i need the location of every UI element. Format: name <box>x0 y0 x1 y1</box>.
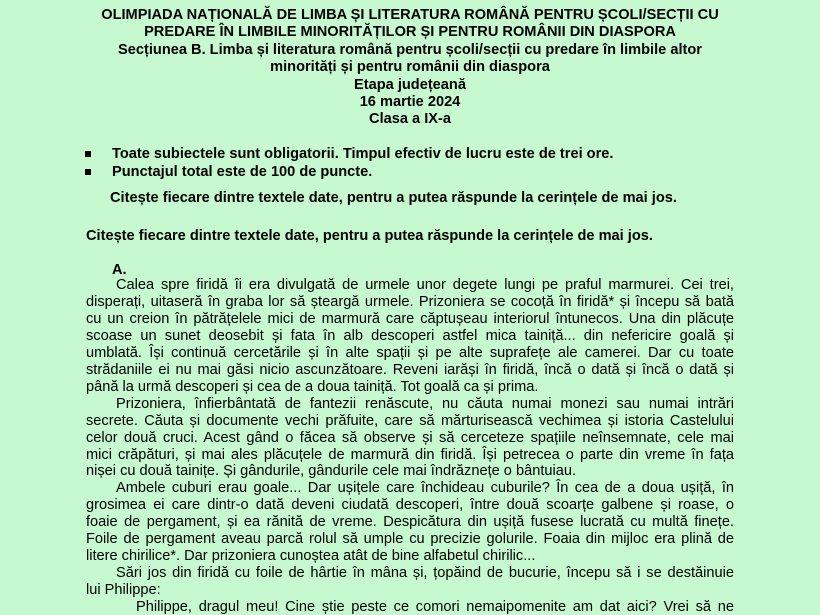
olympiad-title-line-1: OLIMPIADA NAȚIONALĂ DE LIMBA ȘI LITERATURA ROMÂNĂ PENTRU ȘCOLI/SECȚII CU <box>101 7 719 23</box>
rule-text: Punctajul total este de 100 de puncte. <box>112 163 373 180</box>
exam-rules-list <box>112 146 613 181</box>
exam-stage: Etapa județeană <box>354 76 466 93</box>
text-line: secrete. Căuta și documente vechi prăfuite, care să mărturisească vechimea și istoria Castelului <box>86 412 734 429</box>
square-bullet-icon <box>85 151 91 157</box>
text-line: Philippe, dragul meu! Cine știe peste ce comori nemaipomenite am dat aici? Vrei să ne <box>136 599 734 615</box>
section-title-line-1: Secțiunea B. Limba și literatura română pentru școli/secții cu predare în limbile altor <box>118 41 702 58</box>
rule-text: Toate subiectele sunt obligatorii. Timpul efectiv de lucru este de trei ore. <box>112 146 614 162</box>
text-line: foaie de pergament, și ea rănită de vreme. Despicătura din ușiță fusese lucrată cu multă finețe. <box>86 514 734 531</box>
exam-date: 16 martie 2024 <box>359 94 461 111</box>
text-line: scoase un sunet deosebit și fata în alb descoperi astfel mica tainiță... din nefericire goală și <box>86 327 734 344</box>
text-line: Foile de pergament aveau parcă rolul să umple cu precizie golurile. Foaia din mijloc era plină de <box>86 531 734 548</box>
rule-item <box>112 146 613 164</box>
text-line: strădaniile ei nu mai găsi nicio ascunzătoare. Reveni iarăși în firidă, încă o dată și încă o dată și <box>86 361 734 378</box>
exam-grade: Clasa a IX-a <box>369 111 451 128</box>
text-line: Ambele cuburi erau goale... Dar ușițele care închideau cuburile? În cea de a doua ușiță, în <box>116 480 734 497</box>
instruction-indented: Citește fiecare dintre textele date, pentru a putea răspunde la cerințele de mai jos. <box>110 190 677 206</box>
text-line: nișei cu două tainițe. Și gândurile, gândurile cele mai îndrăznețe o bântuiau. <box>86 463 577 480</box>
rule-item <box>112 164 613 182</box>
text-line: cu un creion în pătrățelele mici de marmură care căptușeau interiorul întunecos. Una din plăcuțe <box>86 310 734 327</box>
text-line: umblată. Își continuă cercetările și în alte spații și pe alte suprafețe ale camerei. Dar cu toate <box>86 344 734 361</box>
text-line: grosimea ei care dintr-o dată deveni ciudată descoperi, între două scoarțe galbene și roase, o <box>86 497 734 514</box>
instruction-repeated: Citește fiecare dintre textele date, pentru a putea răspunde la cerințele de mai jos. <box>86 228 653 244</box>
text-line: disperați, uitaseră în graba lor să șteargă urmele. Prizoniera se cocoță în firidă* și începu să bată <box>86 293 734 310</box>
text-line: până la urmă descoperi și cea de a doua tainiță. Tot goală ca și prima. <box>86 378 539 395</box>
text-line: Calea spre firidă îi era divulgată de urmele unor degete lungi pe praful marmurei. Cei trei, <box>116 277 734 293</box>
text-line: mici crăpături, și mai ales plăcuțele de marmură din firidă. Își petrecea o parte din vreme în fața <box>86 446 734 463</box>
text-line: Sări jos din firidă cu foile de hârtie în mâna și, țopăind de bucurie, începu să i se destăinuie <box>116 565 734 582</box>
section-title-line-2: minorități și pentru românii din diaspora <box>270 59 550 76</box>
text-line: Prizoniera, înfierbântată de fantezii renăscute, nu căuta numai monezi sau numai intrări <box>116 395 734 412</box>
text-line: celor două cruci. Acest gând o făcea să observe și să cerceteze spațiile neînsemnate, cele mai <box>86 429 734 446</box>
literary-text-excerpt <box>86 277 734 615</box>
square-bullet-icon <box>85 169 91 175</box>
document-header <box>0 7 820 129</box>
text-section-label: A. <box>112 262 127 278</box>
text-line: lui Philippe: <box>86 582 161 599</box>
olympiad-title-line-2: PREDARE ÎN LIMBILE MINORITĂȚILOR ȘI PENTRU ROMÂNII DIN DIASPORA <box>144 24 676 41</box>
text-line: litere chirilice*. Dar prizoniera cunoștea atât de bine alfabetul chirilic... <box>86 548 536 565</box>
